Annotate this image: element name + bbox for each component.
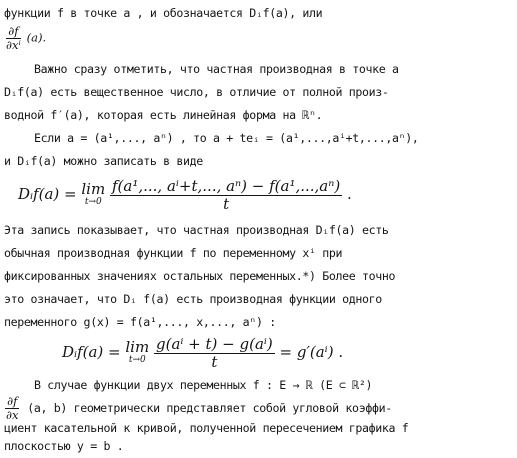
text-line-4: Dᵢf(a) есть вещественное число, в отличие от полной произ- bbox=[4, 85, 389, 99]
difference-quotient-2 bbox=[154, 336, 275, 370]
limit-2-label: lim bbox=[125, 338, 150, 357]
text-line-16 bbox=[4, 395, 392, 422]
limit-operator-2 bbox=[125, 340, 149, 365]
partial-fraction-2-denominator: ∂x bbox=[6, 407, 19, 422]
text-line-7: и Dᵢf(a) можно записать в виде bbox=[4, 154, 203, 168]
partial-derivative-notation bbox=[4, 25, 46, 52]
difference-quotient-1 bbox=[110, 178, 342, 212]
limit-1-subscript: t→0 bbox=[84, 197, 102, 208]
difference-quotient-2-denominator: t bbox=[211, 352, 218, 371]
limit-operator-1 bbox=[81, 182, 105, 207]
partial-fraction-2-numerator: ∂f bbox=[7, 394, 18, 408]
formula-derivative-of-g bbox=[62, 336, 343, 370]
text-line-10: обычная производная функции f по переменному xⁱ при bbox=[4, 246, 343, 260]
formula-1-end: . bbox=[346, 185, 352, 203]
text-line-15: В случае функции двух переменных f : E → ℝ (E ⊂ ℝ²) bbox=[34, 378, 373, 392]
partial-fraction bbox=[4, 25, 23, 52]
difference-quotient-1-numerator: f(a¹,..., aⁱ+t,..., aⁿ) − f(a¹,...,aⁿ) bbox=[111, 177, 341, 195]
limit-1-label: lim bbox=[81, 180, 106, 199]
difference-quotient-1-denominator: t bbox=[223, 194, 230, 213]
difference-quotient-2-numerator: g(aⁱ + t) − g(aⁱ) bbox=[155, 335, 273, 353]
partial-fraction-2 bbox=[4, 395, 21, 422]
text-line-9: Эта запись показывает, что частная производная Dᵢf(a) есть bbox=[4, 223, 389, 237]
partial-fraction-numerator: ∂f bbox=[8, 24, 19, 38]
text-line-6: Если a = (a¹,..., aⁿ) , то a + teᵢ = (a¹,...,aⁱ+t,...,aⁿ), bbox=[34, 131, 419, 145]
text-line-1: функции f в точке a , и обозначается Dᵢf(a), или bbox=[4, 6, 323, 20]
partial-fraction-argument: (a). bbox=[26, 30, 47, 45]
formula-2-right: = g′(aⁱ) . bbox=[279, 343, 344, 361]
text-line-11: фиксированных значениях остальных переменных.*) Более точно bbox=[4, 269, 396, 283]
text-line-18: плоскостью y = b . bbox=[4, 439, 124, 453]
limit-2-subscript: t→0 bbox=[128, 355, 146, 366]
formula-1-left: Dᵢf(a) = bbox=[18, 185, 77, 203]
text-line-13: переменного g(x) = f(a¹,..., x,..., aⁿ) : bbox=[4, 315, 276, 329]
text-line-3: Важно сразу отметить, что частная производная в точке a bbox=[34, 62, 399, 76]
partial-fraction-denominator: ∂xⁱ bbox=[6, 37, 21, 52]
text-line-12: это означает, что Dᵢ f(a) есть производная функции одного bbox=[4, 292, 382, 306]
text-line-5: водной f′(a), которая есть линейная форма на ℝⁿ. bbox=[4, 108, 323, 122]
text-line-17: циент касательной к кривой, полученной пересечением графика f bbox=[4, 421, 409, 435]
formula-2-left: Dᵢf(a) = bbox=[62, 343, 121, 361]
text-line-16-rest: (a, b) геометрически представляет собой угловой коэффи- bbox=[27, 400, 392, 415]
formula-limit-definition bbox=[18, 178, 352, 212]
